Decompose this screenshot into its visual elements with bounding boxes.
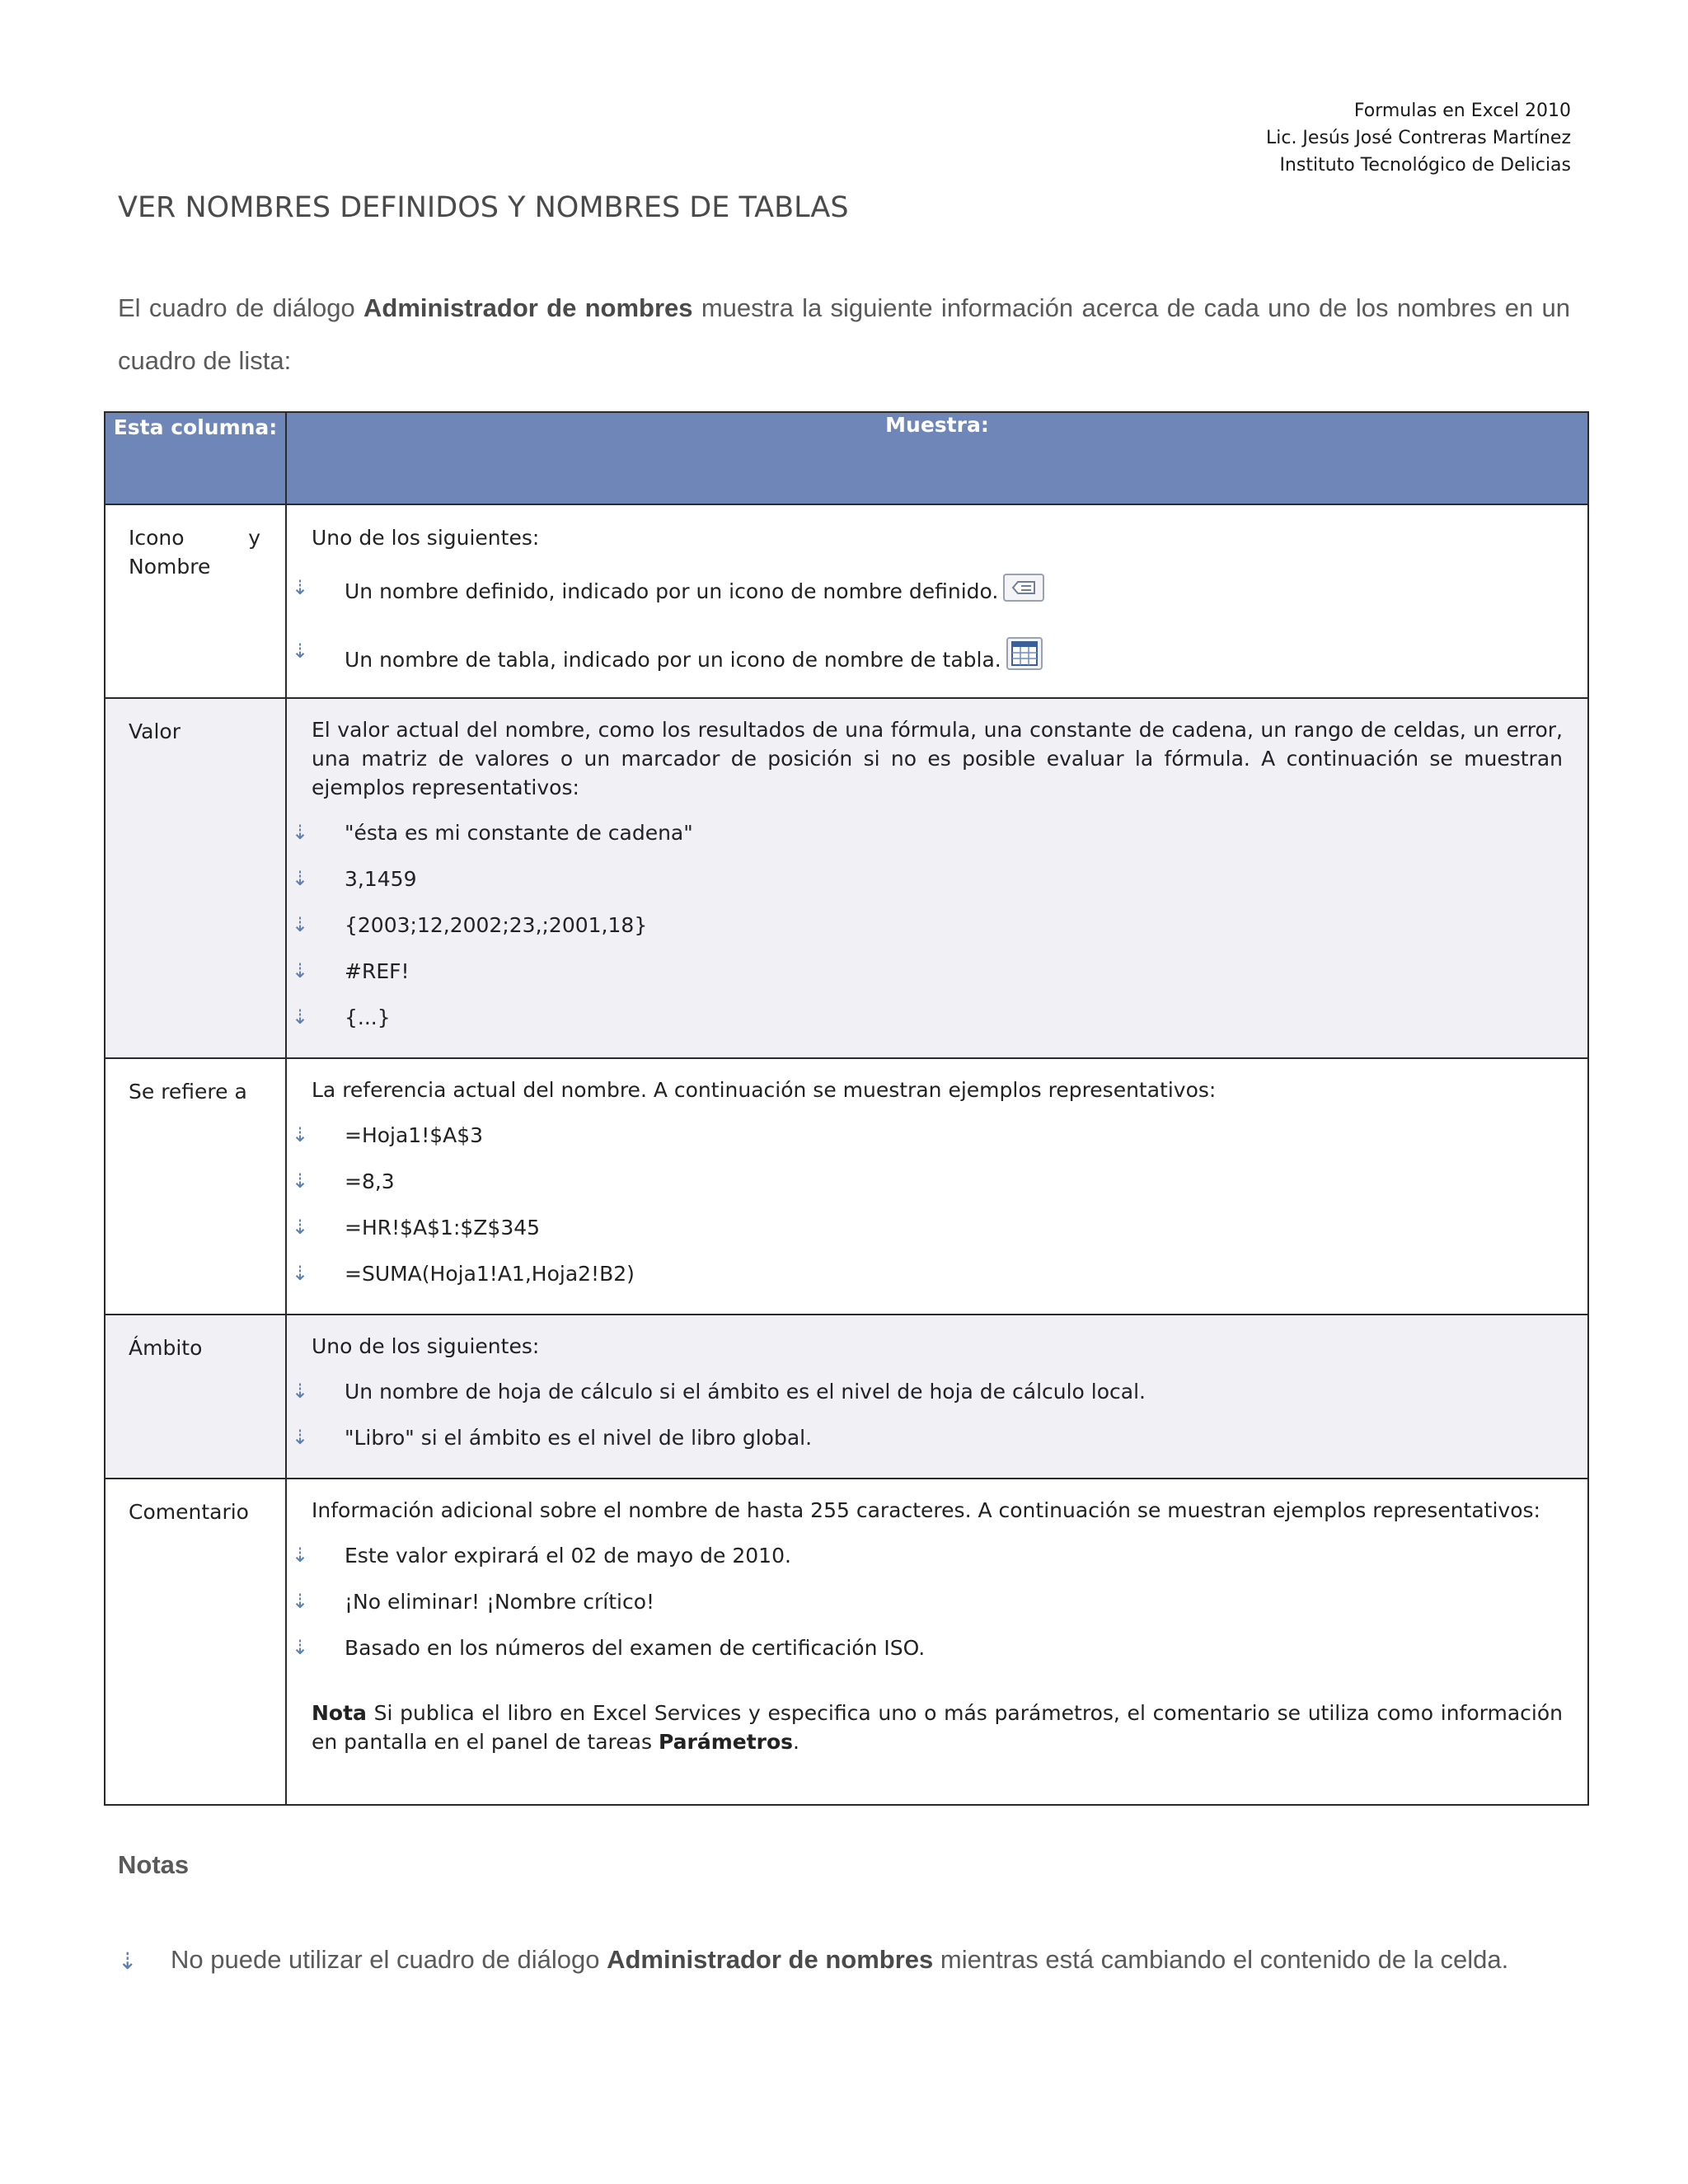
arrow-down-bullet-icon: ⇣ xyxy=(292,1590,309,1613)
list-item xyxy=(287,1167,1563,1196)
page-title: VER NOMBRES DEFINIDOS Y NOMBRES DE TABLAS xyxy=(118,191,849,224)
arrow-down-bullet-icon: ⇣ xyxy=(292,1169,309,1193)
table-row-valor xyxy=(105,698,1588,1058)
list-item-text: ¡No eliminar! ¡Nombre crítico! xyxy=(345,1590,655,1614)
list-item-text: "ésta es mi constante de cadena" xyxy=(345,821,693,845)
row-label: Comentario xyxy=(105,1479,286,1805)
list-item xyxy=(287,1377,1563,1406)
list-item xyxy=(287,911,1563,940)
row-lead: La referencia actual del nombre. A continuación se muestran ejemplos representativos: xyxy=(312,1078,1217,1102)
list-item xyxy=(287,637,1563,677)
table-name-icon xyxy=(1006,637,1043,677)
row-lead: Información adicional sobre el nombre de hasta 255 caracteres. A continuación se muestran ejemplos representativos: xyxy=(312,1498,1540,1522)
list-item-text: =8,3 xyxy=(345,1169,395,1193)
list-item xyxy=(287,1541,1563,1570)
row-label: Se refiere a xyxy=(105,1058,286,1315)
list-item-text: =SUMA(Hoja1!A1,Hoja2!B2) xyxy=(345,1262,635,1286)
arrow-down-bullet-icon: ⇣ xyxy=(292,640,309,663)
list-item xyxy=(287,1213,1563,1242)
table-row-ambito xyxy=(105,1315,1588,1479)
header-institution: Instituto Tecnológico de Delicias xyxy=(1279,155,1571,176)
list-item-text: {2003;12,2002;23,;2001,18} xyxy=(345,913,648,937)
notes-bold-term: Administrador de nombres xyxy=(607,1945,934,1974)
arrow-down-bullet-icon: ⇣ xyxy=(292,1216,309,1239)
list-item-text: 3,1459 xyxy=(345,867,417,891)
header-column-esta: Esta columna: xyxy=(105,412,286,504)
list-item xyxy=(287,574,1563,609)
list-item xyxy=(287,1587,1563,1616)
intro-paragraph xyxy=(118,282,1570,387)
list-item xyxy=(287,1003,1563,1032)
row-lead: Uno de los siguientes: xyxy=(312,526,540,550)
table-row-icono xyxy=(105,504,1588,698)
list-item xyxy=(287,957,1563,986)
bullet-list xyxy=(287,1377,1563,1452)
arrow-down-bullet-icon: ⇣ xyxy=(292,1544,309,1567)
bullet-list xyxy=(287,1121,1563,1288)
arrow-down-bullet-icon: ⇣ xyxy=(292,1380,309,1403)
notes-text-before: No puede utilizar el cuadro de diálogo xyxy=(171,1945,607,1974)
list-item xyxy=(287,865,1563,893)
arrow-down-bullet-icon: ⇣ xyxy=(292,1426,309,1449)
header-column-muestra: Muestra: xyxy=(286,412,1588,504)
running-header xyxy=(1266,97,1571,179)
row-label xyxy=(105,504,286,698)
intro-text-before: El cuadro de diálogo xyxy=(118,293,363,322)
table-row-refiere xyxy=(105,1058,1588,1315)
notes-text-after: mientras está cambiando el contenido de la celda. xyxy=(933,1945,1509,1974)
arrow-down-bullet-icon: ⇣ xyxy=(292,576,309,599)
list-item xyxy=(287,1121,1563,1150)
arrow-down-bullet-icon: ⇣ xyxy=(292,1005,309,1029)
bullet-list xyxy=(287,1541,1563,1662)
row-content xyxy=(286,1479,1588,1805)
notes-list-item xyxy=(118,1933,1519,1986)
list-item xyxy=(287,1259,1563,1288)
defined-name-icon xyxy=(1003,574,1044,609)
arrow-down-bullet-icon: ⇣ xyxy=(118,1948,138,1974)
note-text: Si publica el libro en Excel Services y especifica uno o más parámetros, el comentario se utiliza como información en pantalla en el panel de tareas xyxy=(312,1701,1563,1754)
note-label: Nota xyxy=(312,1701,367,1725)
arrow-down-bullet-icon: ⇣ xyxy=(292,867,309,890)
list-item-text: #REF! xyxy=(345,959,410,983)
bullet-list xyxy=(287,818,1563,1032)
arrow-down-bullet-icon: ⇣ xyxy=(292,821,309,844)
row-content xyxy=(286,504,1588,698)
row-lead: El valor actual del nombre, como los resultados de una fórmula, una constante de cadena, un rango de celdas, un error, una matriz de valores o un marcador de posición si no es posible evaluar la fórmula. A continuación se muestran ejemplos representativos: xyxy=(312,718,1563,799)
list-item-text: Un nombre definido, indicado por un icono de nombre definido. xyxy=(345,579,999,603)
intro-bold-term: Administrador de nombres xyxy=(363,293,693,322)
row-label: Ámbito xyxy=(105,1315,286,1479)
list-item-text: =Hoja1!$A$3 xyxy=(345,1123,484,1147)
header-author: Lic. Jesús José Contreras Martínez xyxy=(1265,128,1571,148)
row-content xyxy=(286,698,1588,1058)
names-info-table xyxy=(104,411,1589,1806)
table-row-comentario xyxy=(105,1479,1588,1805)
arrow-down-bullet-icon: ⇣ xyxy=(292,1123,309,1146)
list-item-text: "Libro" si el ámbito es el nivel de libro global. xyxy=(345,1426,813,1450)
notes-heading: Notas xyxy=(118,1850,190,1879)
note-end: . xyxy=(793,1730,799,1754)
list-item-text: Este valor expirará el 02 de mayo de 2010. xyxy=(345,1544,791,1568)
comment-note xyxy=(312,1699,1563,1756)
row-label: Valor xyxy=(105,698,286,1058)
header-course: Formulas en Excel 2010 xyxy=(1353,101,1571,121)
list-item-text: =HR!$A$1:$Z$345 xyxy=(345,1216,541,1240)
list-item xyxy=(287,1423,1563,1452)
list-item-text: Un nombre de tabla, indicado por un icono de nombre de tabla. xyxy=(345,648,1001,672)
table-header-row xyxy=(105,412,1588,504)
list-item-text: Basado en los números del examen de certificación ISO. xyxy=(345,1636,926,1660)
list-item xyxy=(287,1633,1563,1662)
row-content xyxy=(286,1058,1588,1315)
list-item-text: Un nombre de hoja de cálculo si el ámbito es el nivel de hoja de cálculo local. xyxy=(345,1380,1146,1404)
row-content xyxy=(286,1315,1588,1479)
arrow-down-bullet-icon: ⇣ xyxy=(292,913,309,936)
row-lead: Uno de los siguientes: xyxy=(312,1334,540,1358)
arrow-down-bullet-icon: ⇣ xyxy=(292,1262,309,1285)
arrow-down-bullet-icon: ⇣ xyxy=(292,1636,309,1659)
list-item-text: {...} xyxy=(345,1005,391,1029)
arrow-down-bullet-icon: ⇣ xyxy=(292,959,309,982)
bullet-list xyxy=(287,574,1563,677)
note-panel-name: Parámetros xyxy=(658,1730,794,1754)
intro-text-after: muestra la siguiente información acerca de cada uno de los nombres en un cuadro de lista: xyxy=(118,293,1570,375)
list-item xyxy=(287,818,1563,847)
row-label-text: Icono y Nombre xyxy=(129,526,260,579)
